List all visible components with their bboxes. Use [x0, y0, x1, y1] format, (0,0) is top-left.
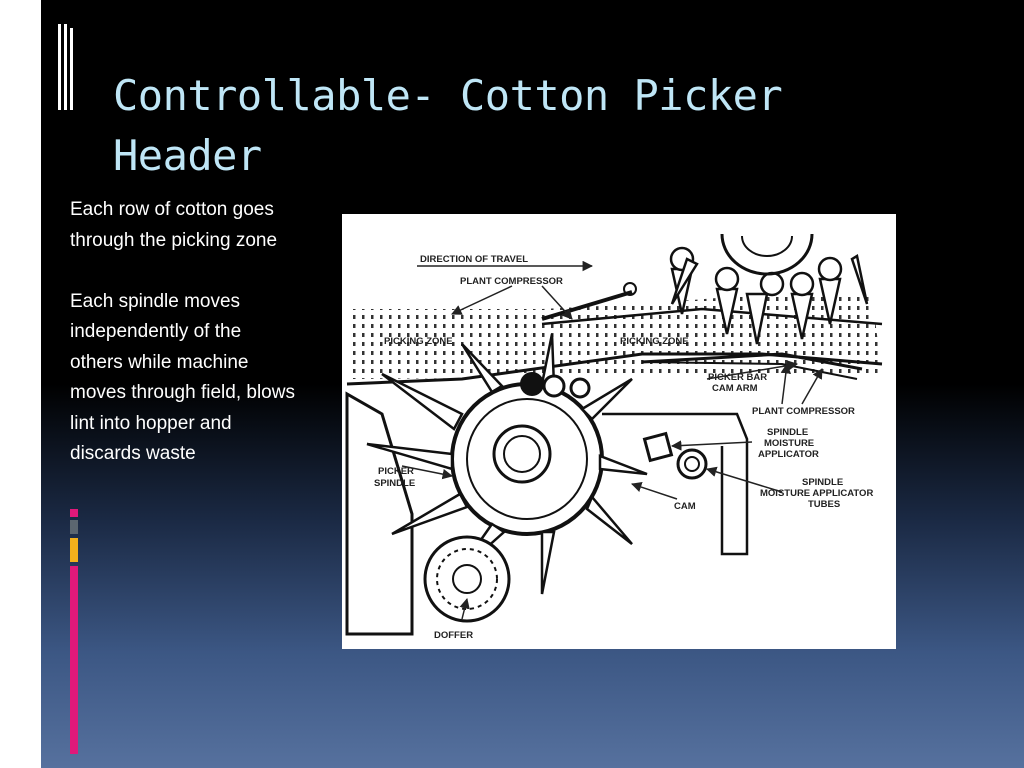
label-plant-compressor-top: PLANT COMPRESSOR — [460, 276, 563, 287]
label-direction-of-travel: DIRECTION OF TRAVEL — [420, 254, 529, 265]
label-tubes-moisture-applicator: MOISTURE APPLICATOR — [760, 488, 874, 499]
label-picker: PICKER — [378, 466, 414, 477]
slide-sidebar-strip — [0, 0, 41, 768]
label-doffer: DOFFER — [434, 630, 474, 641]
label-cam: CAM — [674, 501, 696, 512]
label-moisture: MOISTURE — [764, 438, 815, 449]
label-tubes-spindle: SPINDLE — [802, 477, 844, 488]
cotton-picker-illustration — [342, 214, 896, 649]
cotton-picker-diagram — [342, 214, 896, 649]
label-picker-spindle: SPINDLE — [374, 478, 416, 489]
label-picking-zone-right: PICKING ZONE — [620, 336, 689, 347]
label-tubes: TUBES — [808, 499, 841, 510]
label-picking-zone-left: PICKING ZONE — [384, 336, 453, 347]
document-stack-icon — [41, 14, 82, 124]
slide-title: Controllable- Cotton Picker Header — [113, 71, 783, 180]
body-paragraph-2: Each spindle moves independently of the others while machine moves through field, blows lint into hopper and discards waste — [70, 290, 295, 464]
accent-bar-pink — [70, 566, 78, 754]
label-picker-bar: PICKER BAR — [708, 372, 768, 383]
slide-body — [70, 195, 295, 500]
body-paragraph-1: Each row of cotton goes through the picking zone — [70, 199, 278, 251]
label-spindle: SPINDLE — [767, 427, 809, 438]
label-applicator: APPLICATOR — [758, 449, 819, 460]
accent-bar-gold — [70, 538, 78, 562]
label-plant-compressor-right: PLANT COMPRESSOR — [752, 406, 855, 417]
accent-bar-pink-small — [70, 509, 78, 517]
accent-bar-grey — [70, 520, 78, 534]
label-cam-arm: CAM ARM — [712, 383, 758, 394]
